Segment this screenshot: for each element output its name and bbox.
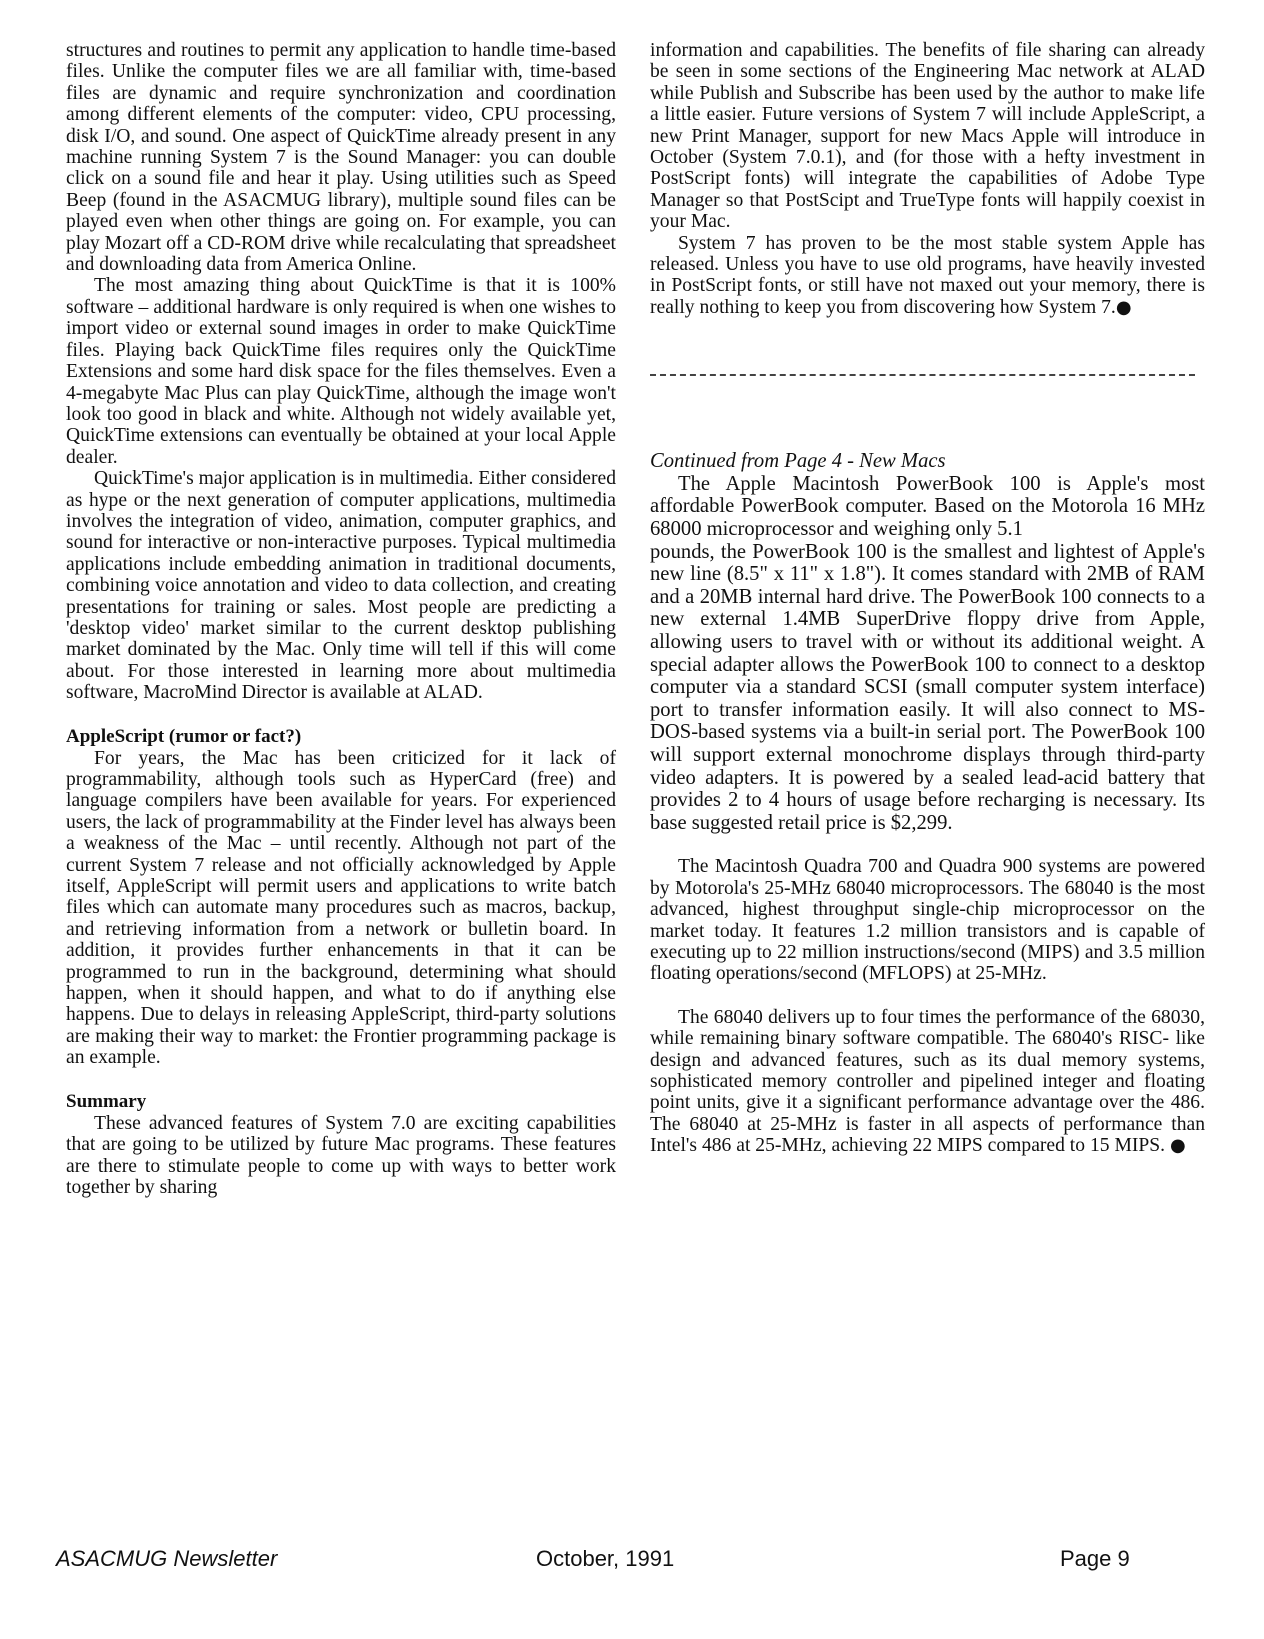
section-heading-applescript: AppleScript (rumor or fact?) xyxy=(66,725,302,747)
body-paragraph xyxy=(650,1007,1205,1157)
right-column xyxy=(650,40,1205,1157)
body-paragraph xyxy=(650,233,1205,319)
apple-logo-icon: ● xyxy=(1170,1135,1186,1157)
continued-label: Continued from Page 4 - New Macs xyxy=(650,450,946,473)
left-column xyxy=(66,40,616,1198)
body-text: The 68040 delivers up to four times the performance of the 68030, while remaining binary software compatible. The 68040's RISC- like design and advanced features, such as its dual memory systems, sophisticated memory controller and pipelined integer and floating point units, give it a significant performance advantage over the 486. The 68040 at 25-MHz is faster in all aspects of performance than Intel's 486 at 25-MHz, achieving 22 MIPS compared to 15 MIPS. xyxy=(650,1006,1205,1157)
body-paragraph: QuickTime's major application is in multimedia. Either considered as hype or the next generation of computer applications, multimedia involves the integration of video, animation, computer graphics, and sound for interactive or non-interactive purposes. Typical multimedia applications include embedding animation in traditional documents, combining voice annotation and video to data collection, and creating presentations for training or sales. Most people are predicting a 'desktop video' market similar to the current desktop publishing market dominated by the Mac. Only time will tell if this will come about. For those interested in learning more about multimedia software, MacroMind Director is available at ALAD. xyxy=(66,468,616,704)
body-paragraph: The Macintosh Quadra 700 and Quadra 900 systems are powered by Motorola's 25-MHz 68040 microprocessors. The 68040 is the most advanced, highest throughput single-chip microprocessor on the market today. It features 1.2 million transistors and is capable of executing up to 22 million instructions/second (MIPS) and 3.5 million floating operations/second (MFLOPS) at 25-MHz. xyxy=(650,856,1205,985)
footer-date: October, 1991 xyxy=(536,1546,675,1571)
apple-logo-icon: ● xyxy=(1115,296,1132,318)
body-paragraph: For years, the Mac has been criticized for it lack of programmability, although tools such as HyperCard (free) and language compilers have been available for years. For experienced users, the lack of programmability at the Finder level has always been a weakness of the Mac – until recently. Although not part of the current System 7 release and not officially acknowledged by Apple itself, AppleScript will permit users and applications to write batch files which can automate many procedures such as macros, backup, and retrieving information from a network or bulletin board. In addition, it provides further enhancements in that it can be programmed to run in the background, determining what should happen, when it should happen, and what to do if anything else happens. Due to delays in releasing AppleScript, third-party solutions are making their way to market: the Frontier programming package is an example. xyxy=(66,747,616,1069)
body-text: System 7 has proven to be the most stable system Apple has released. Unless you have to use old programs, have heavily invested in PostScript fonts, or still have not maxed out your memory, there is really nothing to keep you from discovering how System 7. xyxy=(650,232,1205,318)
section-divider xyxy=(650,374,1195,376)
footer-page-number: Page 9 xyxy=(1060,1546,1130,1571)
body-paragraph: information and capabilities. The benefits of file sharing can already be seen in some sections of the Engineering Mac network at ALAD while Publish and Subscribe has been used by the author to make life a little easier. Future versions of System 7 will include AppleScript, a new Print Manager, support for new Macs Apple will introduce in October (System 7.0.1), and (for those with a hefty investment in PostScript fonts) will integrate the capabilities of Adobe Type Manager so that PostScipt and TrueType fonts will happily coexist in your Mac. xyxy=(650,40,1205,233)
body-paragraph: These advanced features of System 7.0 are exciting capabilities that are going to be utilized by future Mac programs. These features are there to stimulate people to come up with ways to better work together by sharing xyxy=(66,1112,616,1198)
body-paragraph: structures and routines to permit any application to handle time-based files. Unlike the computer files we are all familiar with, time-based files are dynamic and require synchronization and coordination among different elements of the computer: video, CPU processing, disk I/O, and sound. One aspect of QuickTime already present in any machine running System 7 is the Sound Manager: you can double click on a sound file and hear it play. Using utilities such as Speed Beep (found in the ASACMUG library), multiple sound files can be played even when other things are going on. For example, you can play Mozart off a CD-ROM drive while recalculating that spreadsheet and downloading data from America Online. xyxy=(66,40,616,276)
body-paragraph: The Apple Macintosh PowerBook 100 is Apple's most affordable PowerBook computer. Based on the Motorola 16 MHz 68000 microprocessor and weighing only 5.1 xyxy=(650,472,1205,541)
section-heading-summary: Summary xyxy=(66,1090,147,1112)
footer-publication: ASACMUG Newsletter xyxy=(56,1546,278,1571)
body-paragraph: The most amazing thing about QuickTime is that it is 100% software – additional hardware is only required is when one wishes to import video or external sound images in order to make QuickTime files. Playing back QuickTime files requires only the QuickTime Extensions and some hard disk space for the files themselves. Even a 4-megabyte Mac Plus can play QuickTime, although the image won't look too good in black and white. Although not widely available yet, QuickTime extensions can eventually be obtained at your local Apple dealer. xyxy=(66,275,616,468)
body-paragraph: pounds, the PowerBook 100 is the smallest and lightest of Apple's new line (8.5" x 11" x 1.8"). It comes standard with 2MB of RAM and a 20MB internal hard drive. The PowerBook 100 connects to a new external 1.4MB SuperDrive floppy drive from Apple, allowing users to travel with or without its additional weight. A special adapter allows the PowerBook 100 to connect to a desktop computer via a standard SCSI (small computer system interface) port to transfer information easily. It will also connect to MS- DOS-based systems via a built-in serial port. The PowerBook 100 will support external monochrome displays through third-party video adapters. It is powered by a sealed lead-acid battery that provides 2 to 4 hours of usage before recharging is necessary. Its base suggested retail price is $2,299. xyxy=(650,540,1205,834)
